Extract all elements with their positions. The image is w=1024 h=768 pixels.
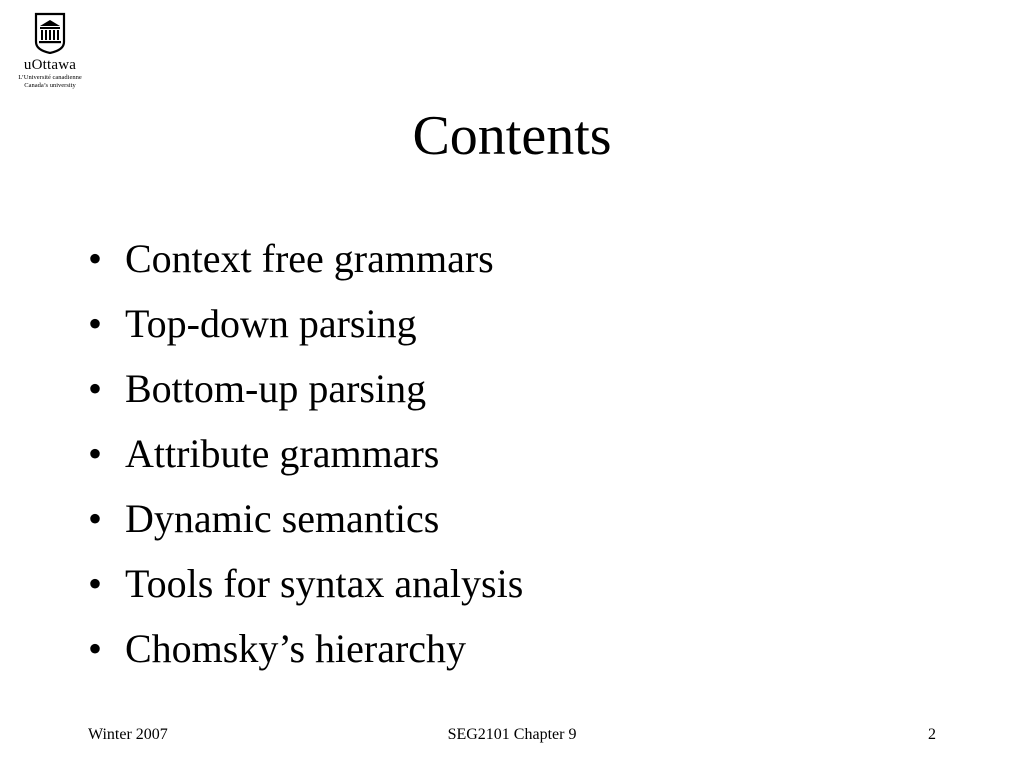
uottawa-logo [8, 12, 92, 90]
slide-title: Contents [412, 105, 612, 167]
bullet-icon: • [88, 366, 103, 411]
page-number: 2 [928, 726, 936, 743]
footer-date: Winter 2007 [88, 726, 168, 743]
bullet-icon: • [88, 236, 103, 281]
bullet-icon: • [88, 626, 103, 671]
bullet-icon: • [88, 496, 103, 541]
list-item [88, 291, 523, 356]
list-item-text: Context free grammars [125, 236, 494, 281]
list-item-text: Attribute grammars [125, 431, 440, 476]
list-item [88, 421, 523, 486]
list-item-text: Bottom-up parsing [125, 366, 427, 411]
list-item-text: Chomsky’s hierarchy [125, 626, 467, 671]
list-item-text: Tools for syntax analysis [125, 561, 524, 606]
logo-wordmark: uOttawa [23, 57, 77, 73]
university-building-icon [30, 12, 70, 54]
footer-course: SEG2101 Chapter 9 [447, 726, 577, 743]
logo-subtitle-english: Canada’s university [24, 82, 76, 89]
contents-list [88, 226, 523, 681]
list-item [88, 356, 523, 421]
bullet-icon: • [88, 561, 103, 606]
list-item [88, 226, 523, 291]
bullet-icon: • [88, 301, 103, 346]
list-item-text: Dynamic semantics [125, 496, 440, 541]
list-item [88, 486, 523, 551]
list-item [88, 616, 523, 681]
list-item-text: Top-down parsing [125, 301, 417, 346]
list-item [88, 551, 523, 616]
logo-subtitle-french: L’Université canadienne [18, 74, 82, 81]
bullet-icon: • [88, 431, 103, 476]
